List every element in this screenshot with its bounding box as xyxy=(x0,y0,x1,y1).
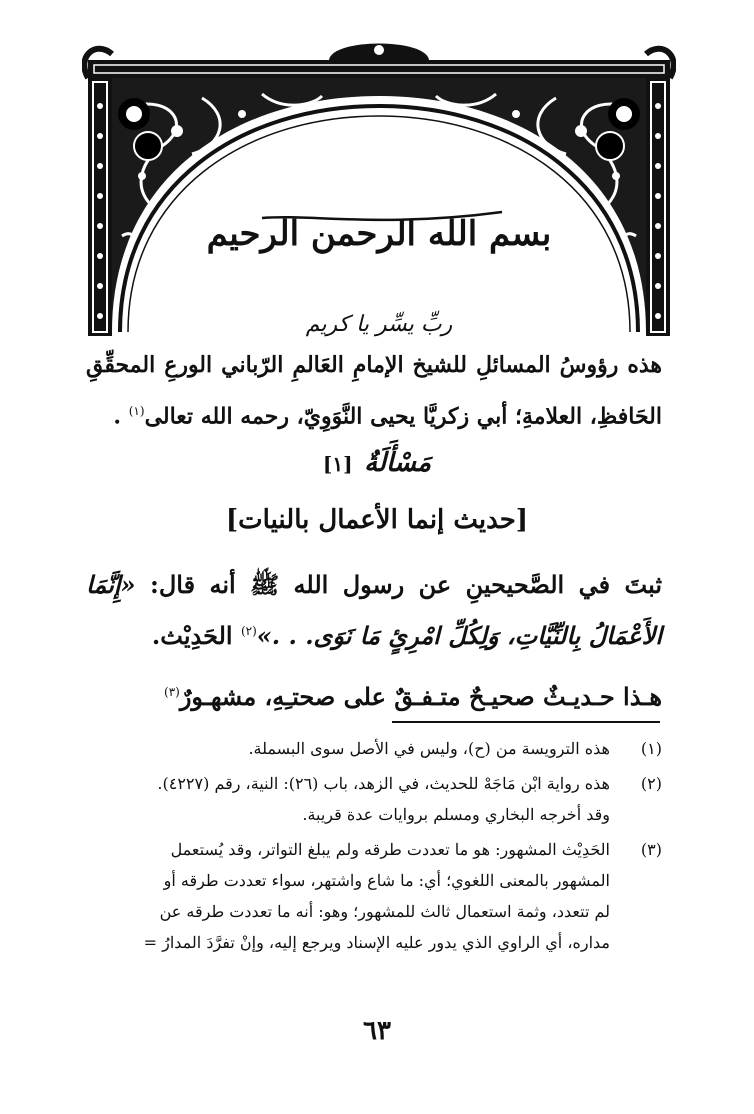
invocation: ربِّ يسِّر يا كريم xyxy=(305,312,453,337)
basmala: بسم الله الرحمن الرحيم xyxy=(206,214,552,254)
intro-paragraph xyxy=(86,342,662,439)
intro-text: هذه رؤوسُ المسائلِ للشيخ الإمامِ العَالمِ الرّباني الورعِ المحقِّقِ الحَافظِ، العلامةِ؛ أبي زكريَّا يحيى النَّوَوِيّ، رحمه الله تعالى xyxy=(86,352,662,430)
hadith-intro: ثبتَ في الصَّحيحينِ عن رسول الله ﷺ أنه قال: xyxy=(135,570,662,599)
footnote-line: لم تتعدد، وثمة استعمال ثالث للمشهور؛ وهو: أنه ما تعددت طرقه عن xyxy=(159,902,610,921)
footnote-line: الحَدِيْث المشهور: هو ما تعددت طرقه ولم يبلغ التواتر، وقد يُستعمل xyxy=(170,840,610,859)
footnote xyxy=(86,834,662,958)
intro-period: . xyxy=(113,403,129,430)
issue-label xyxy=(0,448,754,478)
hadith-paragraph xyxy=(86,562,662,659)
footnote-line: هذه الترويسة من (ح)، وليس في الأصل سوى البسملة. xyxy=(248,739,610,758)
classification-paragraph xyxy=(86,669,662,720)
footnote-line: هذه رواية ابْن مَاجَهْ للحديث، في الزهد، باب (٢٦): النية، رقم (٤٢٢٧). xyxy=(157,774,610,793)
section-heading: [حديث إنما الأعمال بالنيات] xyxy=(225,505,529,535)
footnote-ref-2: (٢) xyxy=(240,624,257,638)
classification-text: هـذا حـديـثٌ صحيـحٌ متـفـقٌ على صحتـِهِ، مشهـورٌ xyxy=(179,682,662,711)
issue-number: [١] xyxy=(322,452,353,476)
footnote-line: مداره، أي الراوي الذي يدور عليه الإسناد ويرجع إليه، وإنْ تفرَّدَ المدارُ = xyxy=(143,933,610,952)
footnote-number: (٢) xyxy=(640,774,662,793)
main-text xyxy=(86,562,662,720)
hadith-quote: «إِنَّمَا الأَعْمَالُ بِالنِّيَّاتِ، وَلِكُلِّ امْرِئٍ مَا نَوَى. . .» xyxy=(86,570,662,650)
footnote-number: (٣) xyxy=(640,840,662,859)
footnote-body xyxy=(86,768,610,830)
footnote-line: وقد أخرجه البخاري ومسلم بروايات عدة قريبة. xyxy=(302,805,610,824)
footnote xyxy=(86,733,662,764)
footnotes xyxy=(86,733,662,962)
ornamental-frame xyxy=(82,36,676,336)
footnote-ref-1: (١) xyxy=(128,404,145,418)
footnote-ref-3: (٣) xyxy=(164,685,180,699)
footnote xyxy=(86,768,662,830)
footnote-body xyxy=(86,733,610,764)
footnote-body xyxy=(86,834,610,958)
page-number: ٦٣ xyxy=(363,1016,391,1046)
footnote-separator xyxy=(392,721,660,723)
hadith-end: الحَدِيْث. xyxy=(151,621,241,650)
footnote-number: (١) xyxy=(640,739,662,758)
issue-word: مَسْأَلَةٌ xyxy=(364,448,432,478)
arch-ornament-icon xyxy=(82,36,676,336)
footnote-line: المشهور بالمعنى اللغوي؛ أي: ما شاع واشتهر، سواء تعددت طرقه أو xyxy=(163,871,610,890)
